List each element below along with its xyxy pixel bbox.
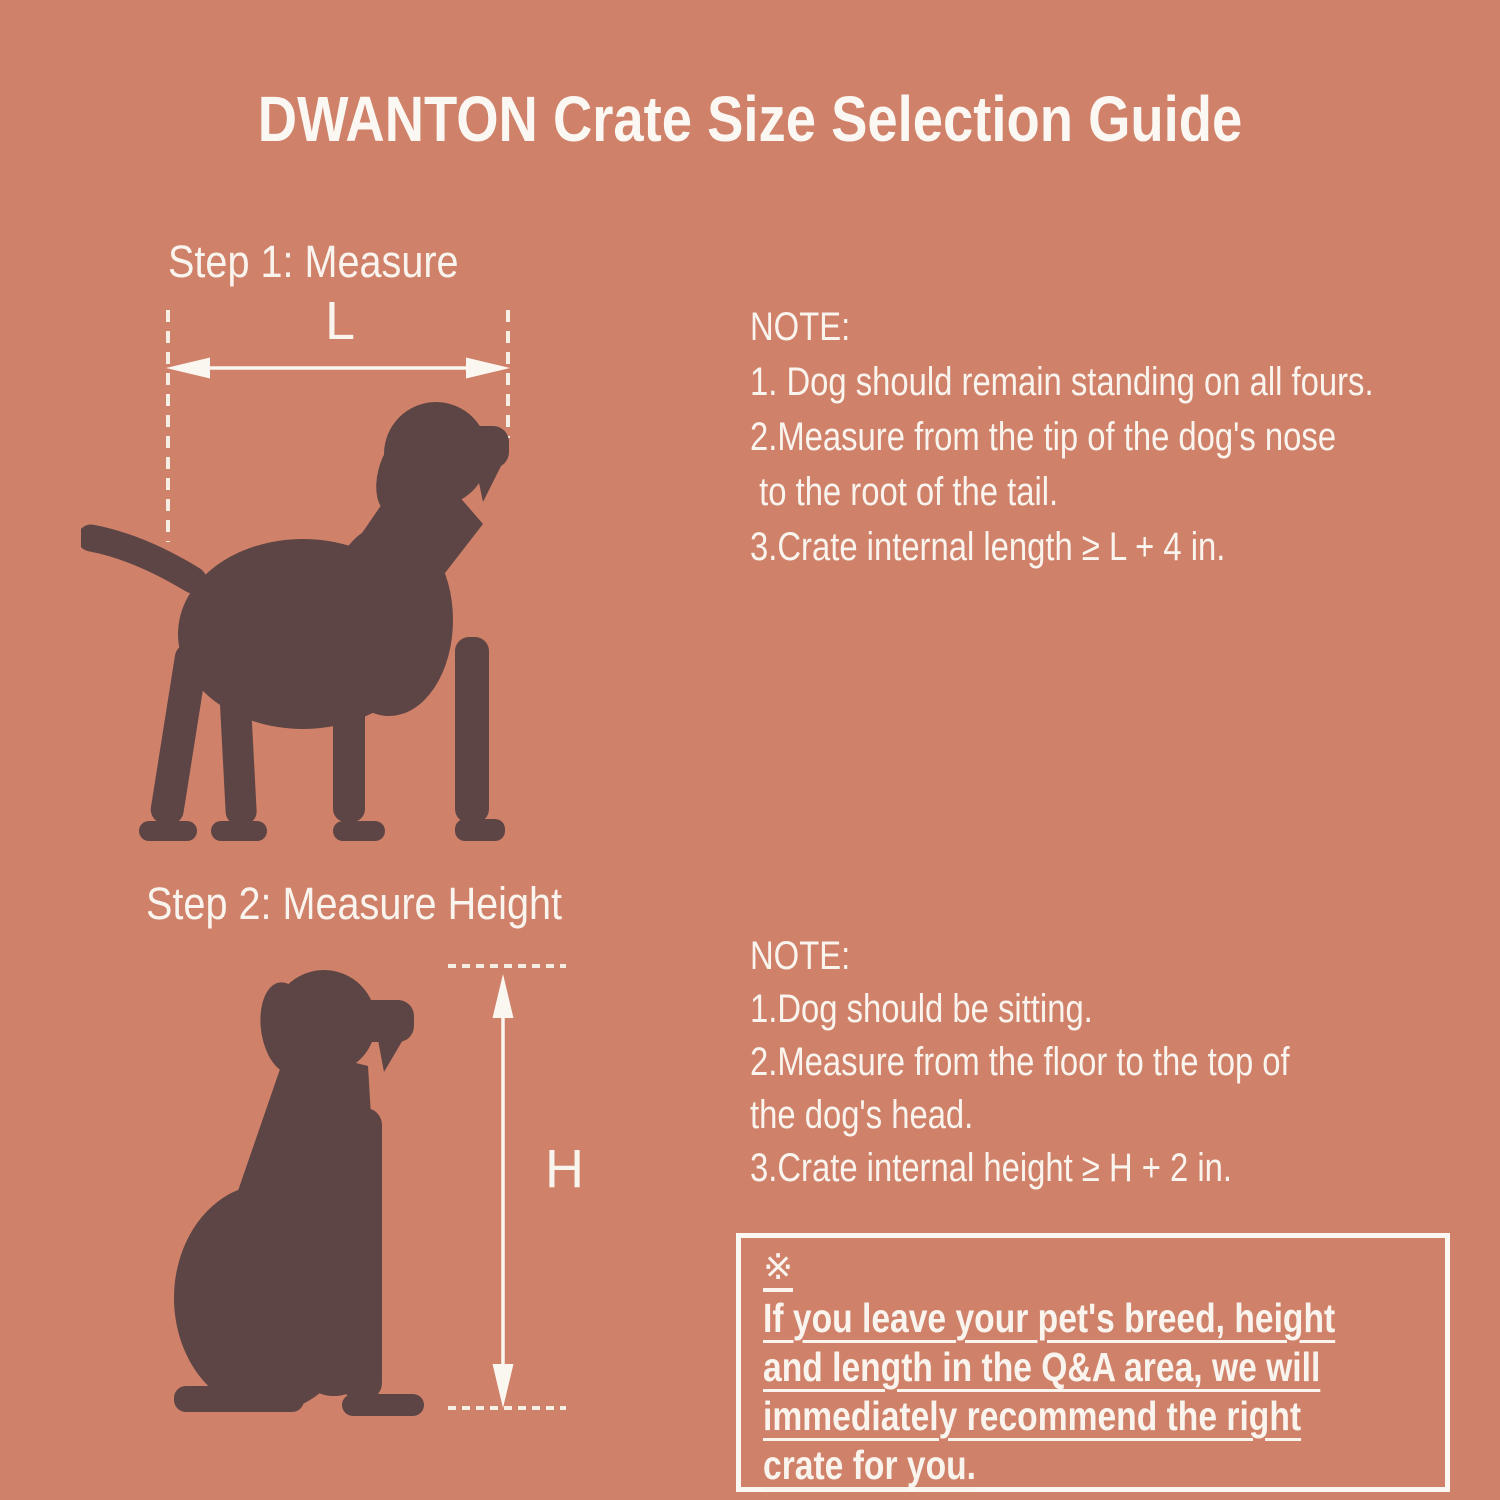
head-top-reference-dashed-line <box>448 964 566 968</box>
footer-line: crate for you. <box>763 1442 976 1488</box>
height-dimension-label: H <box>545 1139 584 1199</box>
step2-note <box>750 930 1290 1195</box>
page-title: DWANTON Crate Size Selection Guide <box>257 83 1243 155</box>
step1-note <box>750 300 1374 575</box>
qa-recommendation-box <box>736 1233 1450 1492</box>
sitting-dog-silhouette <box>172 966 430 1418</box>
footer-line: If you leave your pet's breed, height <box>763 1295 1336 1341</box>
standing-dog-silhouette <box>81 392 511 850</box>
note-line: 3.Crate internal height ≥ H + 2 in. <box>750 1146 1233 1190</box>
note-heading: NOTE: <box>750 305 851 349</box>
note-line: 3.Crate internal length ≥ L + 4 in. <box>750 525 1226 569</box>
footer-line: immediately recommend the right <box>763 1393 1302 1439</box>
qa-recommendation-text <box>763 1294 1336 1490</box>
length-dimension-label: L <box>324 291 356 351</box>
note-line: 2.Measure from the floor to the top of <box>750 1040 1290 1084</box>
step1-label: Step 1: Measure <box>168 236 459 287</box>
height-measure-arrow <box>483 970 523 1412</box>
note-heading: NOTE: <box>750 934 851 978</box>
reference-mark: ※ <box>763 1246 793 1292</box>
note-line: to the root of the tail. <box>750 470 1059 514</box>
note-line: 2.Measure from the tip of the dog's nose <box>750 415 1337 459</box>
note-line: 1. Dog should remain standing on all fours. <box>750 360 1374 404</box>
note-line: the dog's head. <box>750 1093 974 1137</box>
footer-line: and length in the Q&A area, we will <box>763 1344 1321 1390</box>
length-measure-arrow <box>164 348 512 388</box>
step2-label: Step 2: Measure Height <box>146 878 563 929</box>
note-line: 1.Dog should be sitting. <box>750 987 1093 1031</box>
